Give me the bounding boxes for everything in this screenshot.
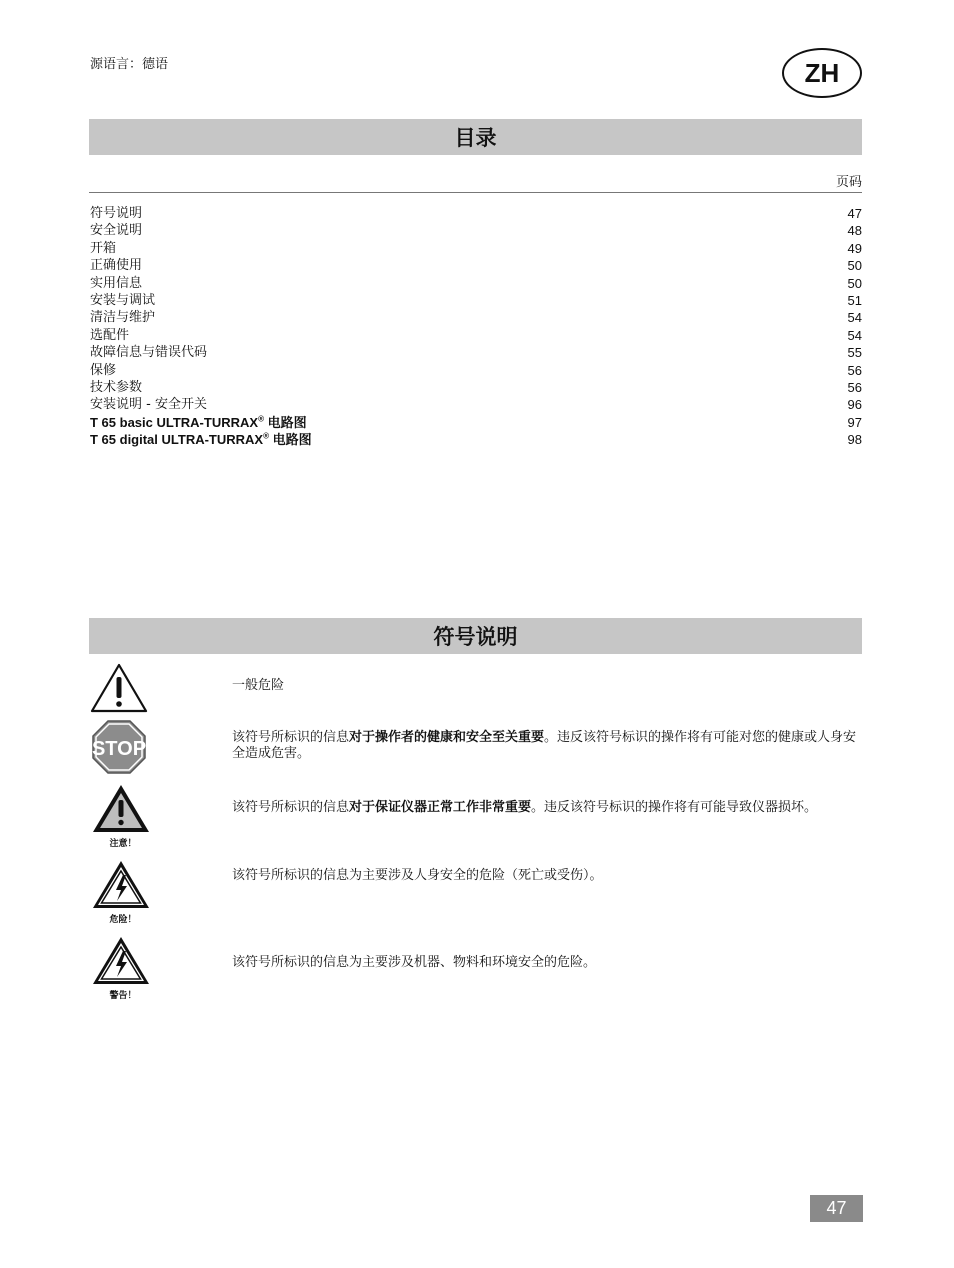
description-text: 该符号所标识的信息 [232, 800, 350, 815]
warning-high-voltage-icon [92, 936, 154, 1001]
toc-entry-page: 56 [847, 362, 862, 378]
registered-mark: ® [258, 414, 264, 424]
toc-entry-title-suffix: 电路图 [263, 414, 307, 430]
toc-entry-title-suffix: 电路图 [269, 432, 312, 448]
toc-entry[interactable] [90, 309, 862, 326]
toc-entry[interactable] [90, 431, 862, 448]
toc-entry[interactable] [90, 414, 862, 431]
toc-entry[interactable] [90, 327, 862, 344]
icon-caption: 危险！ [109, 915, 137, 925]
description-text: 该符号所标识的信息 [232, 730, 350, 745]
symbol-row [89, 936, 863, 1000]
toc-entry[interactable] [90, 275, 862, 292]
symbol-row [89, 662, 863, 714]
toc-entry-title: 安全说明 [90, 223, 143, 239]
description-emphasis: 对于操作者的健康和安全至关重要 [349, 730, 545, 745]
toc-entry-title: 故障信息与错误代码 [90, 345, 208, 361]
toc-entry-title-prefix: T 65 digital ULTRA-TURRAX [90, 432, 264, 448]
toc-entry-page: 51 [847, 292, 862, 308]
toc-list [90, 205, 862, 448]
toc-entry[interactable] [90, 292, 862, 309]
toc-entry[interactable] [90, 222, 862, 239]
toc-entry[interactable] [90, 205, 862, 222]
toc-entry-title: 正确使用 [90, 258, 143, 274]
toc-entry-page: 50 [847, 258, 862, 274]
danger-high-voltage-icon [92, 860, 154, 925]
toc-entry-title [90, 414, 307, 431]
toc-entry-page: 56 [847, 379, 862, 395]
toc-entry-title: 清洁与维护 [90, 310, 156, 326]
toc-page-column-label: 页码 [835, 175, 862, 190]
description-text: 。违反该符号标识的操作将有可能导致仪器损坏。 [531, 800, 818, 815]
toc-entry-title: 保修 [90, 362, 117, 378]
toc-entry-title: 安装与调试 [90, 292, 156, 308]
page-number: 47 [810, 1195, 863, 1222]
toc-entry-title: 开箱 [90, 240, 117, 256]
toc-entry-title: 选配件 [90, 327, 130, 343]
stop-sign-icon [92, 720, 154, 778]
toc-entry-page: 96 [847, 397, 862, 413]
toc-entry-page: 97 [847, 414, 862, 430]
toc-entry-page: 55 [847, 345, 862, 361]
icon-caption: 注意！ [109, 839, 137, 849]
toc-entry[interactable] [90, 257, 862, 274]
toc-entry-page: 98 [847, 432, 862, 448]
symbol-description: 该符号所标识的信息为主要涉及人身安全的危险（死亡或受伤）。 [232, 868, 603, 883]
symbol-description: 一般危险 [232, 678, 285, 693]
toc-entry-page: 48 [847, 223, 862, 239]
toc-entry[interactable] [90, 362, 862, 379]
toc-entry-title [90, 431, 312, 448]
description-emphasis: 对于保证仪器正常工作非常重要 [349, 800, 532, 815]
language-badge: ZH [782, 48, 862, 98]
source-language-note: 源语言：德语 [90, 57, 169, 72]
toc-entry-title: 安装说明 - 安全开关 [90, 397, 207, 413]
symbol-description [232, 800, 863, 816]
stop-sign-label: STOP [92, 738, 146, 760]
toc-entry-title: 实用信息 [90, 275, 143, 291]
toc-section-title: 目录 [89, 119, 862, 155]
symbol-row [89, 720, 863, 774]
symbol-row [89, 784, 863, 849]
toc-entry-page: 50 [847, 275, 862, 291]
toc-entry-title: 技术参数 [90, 379, 143, 395]
icon-caption: 警告！ [109, 991, 137, 1001]
registered-mark: ® [263, 431, 269, 441]
toc-entry-page: 49 [847, 240, 862, 256]
toc-entry[interactable] [90, 396, 862, 413]
toc-entry[interactable] [90, 344, 862, 361]
symbol-description: 该符号所标识的信息为主要涉及机器、物料和环境安全的危险。 [232, 955, 597, 970]
description-text: 。违反该符号标识的操作将有可能对您的健康或人身安全造成危害。 [232, 730, 857, 761]
toc-entry-page: 54 [847, 327, 862, 343]
toc-entry[interactable] [90, 379, 862, 396]
symbol-description [232, 730, 863, 762]
toc-entry[interactable] [90, 240, 862, 257]
symbol-row [89, 860, 863, 924]
toc-entry-title: 符号说明 [90, 206, 143, 221]
symbols-section-title: 符号说明 [89, 618, 862, 654]
toc-entry-page: 47 [847, 206, 862, 221]
toc-entry-page: 54 [847, 310, 862, 326]
caution-icon [92, 784, 154, 849]
toc-entry-title-prefix: T 65 basic ULTRA-TURRAX [90, 414, 259, 430]
toc-divider [89, 192, 862, 193]
general-danger-icon [89, 662, 151, 718]
